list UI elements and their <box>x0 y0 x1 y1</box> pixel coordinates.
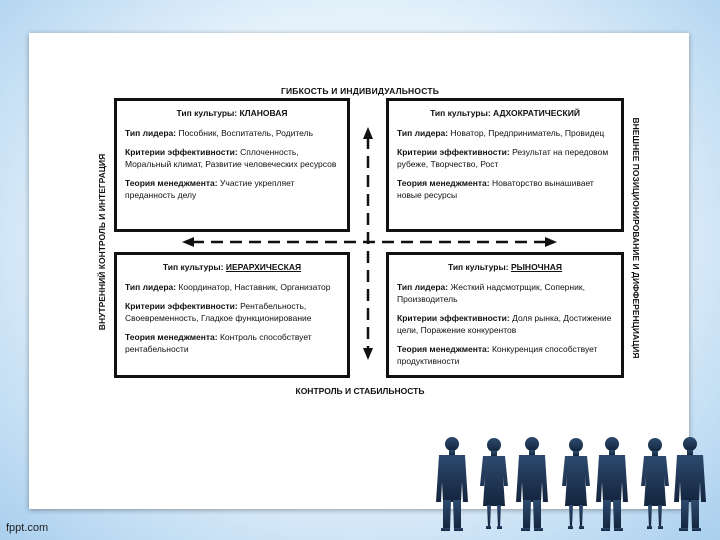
criteria-value: Рентабельность, Своевременность, Гладкое функционирование <box>125 301 312 323</box>
leader-label: Тип лидера: <box>397 128 449 138</box>
leader-value: Координатор, Наставник, Организатор <box>178 282 331 292</box>
person-silhouette <box>674 437 706 531</box>
criteria-value: Доля рынка, Достижение цели, Поражение конкурентов <box>397 313 612 335</box>
axis-label-bottom: КОНТРОЛЬ И СТАБИЛЬНОСТЬ <box>295 386 425 396</box>
culture-type-value: ИЕРАРХИЧЕСКАЯ <box>225 262 302 272</box>
person-silhouette <box>516 437 548 531</box>
culture-type-label: Тип культуры: <box>447 262 509 272</box>
culture-type-value: АДХОКРАТИЧЕСКИЙ <box>493 108 580 118</box>
person-silhouette <box>596 437 628 531</box>
axis-label-left: ВНУТРЕННИЙ КОНТРОЛЬ И ИНТЕГРАЦИЯ <box>97 153 107 331</box>
culture-type-label: Тип культуры: <box>430 108 491 118</box>
leader-value: Пособник, Воспитатель, Родитель <box>178 128 313 138</box>
leader-label: Тип лидера: <box>397 282 449 292</box>
person-silhouette <box>641 438 669 529</box>
theory-value: Контроль способствует рентабельности <box>125 332 312 354</box>
culture-type-label: Тип культуры: <box>162 262 224 272</box>
person-silhouette <box>436 437 468 531</box>
theory-value: Конкуренция способствует продуктивности <box>397 344 598 366</box>
leader-value: Жесткий надсмотрщик, Соперник, Производитель <box>397 282 585 304</box>
culture-type-value: РЫНОЧНАЯ <box>510 262 563 272</box>
person-silhouette <box>480 438 508 529</box>
theory-label: Теория менеджмента: <box>397 178 490 188</box>
criteria-value: Результат на передовом рубеже, Творчество, Рост <box>397 147 609 169</box>
theory-value: Новаторство вынашивает новые ресурсы <box>397 178 594 200</box>
leader-value: Новатор, Предприниматель, Провидец <box>450 128 605 138</box>
culture-type-value: КЛАНОВАЯ <box>239 108 288 118</box>
criteria-label: Критерии эффективности: <box>397 313 510 323</box>
criteria-label: Критерии эффективности: <box>125 147 238 157</box>
brand-label: fppt.com <box>6 522 49 534</box>
theory-label: Теория менеджмента: <box>125 332 218 342</box>
axis-label-right: ВНЕШНЕЕ ПОЗИЦИОНИРОВАНИЕ И ДИФФЕРЕНЦИАЦИЯ <box>631 117 641 359</box>
leader-label: Тип лидера: <box>125 282 177 292</box>
leader-label: Тип лидера: <box>125 128 177 138</box>
theory-label: Теория менеджмента: <box>125 178 218 188</box>
criteria-label: Критерии эффективности: <box>397 147 510 157</box>
person-silhouette <box>562 438 590 529</box>
axis-label-top: ГИБКОСТЬ И ИНДИВИДУАЛЬНОСТЬ <box>280 86 440 96</box>
theory-label: Теория менеджмента: <box>397 344 490 354</box>
criteria-label: Критерии эффективности: <box>125 301 238 311</box>
culture-type-label: Тип культуры: <box>176 108 238 118</box>
criteria-value: Сплоченность, Моральный климат, Развитие человеческих ресурсов <box>125 147 337 169</box>
theory-value: Участие укрепляет преданность делу <box>125 178 295 200</box>
